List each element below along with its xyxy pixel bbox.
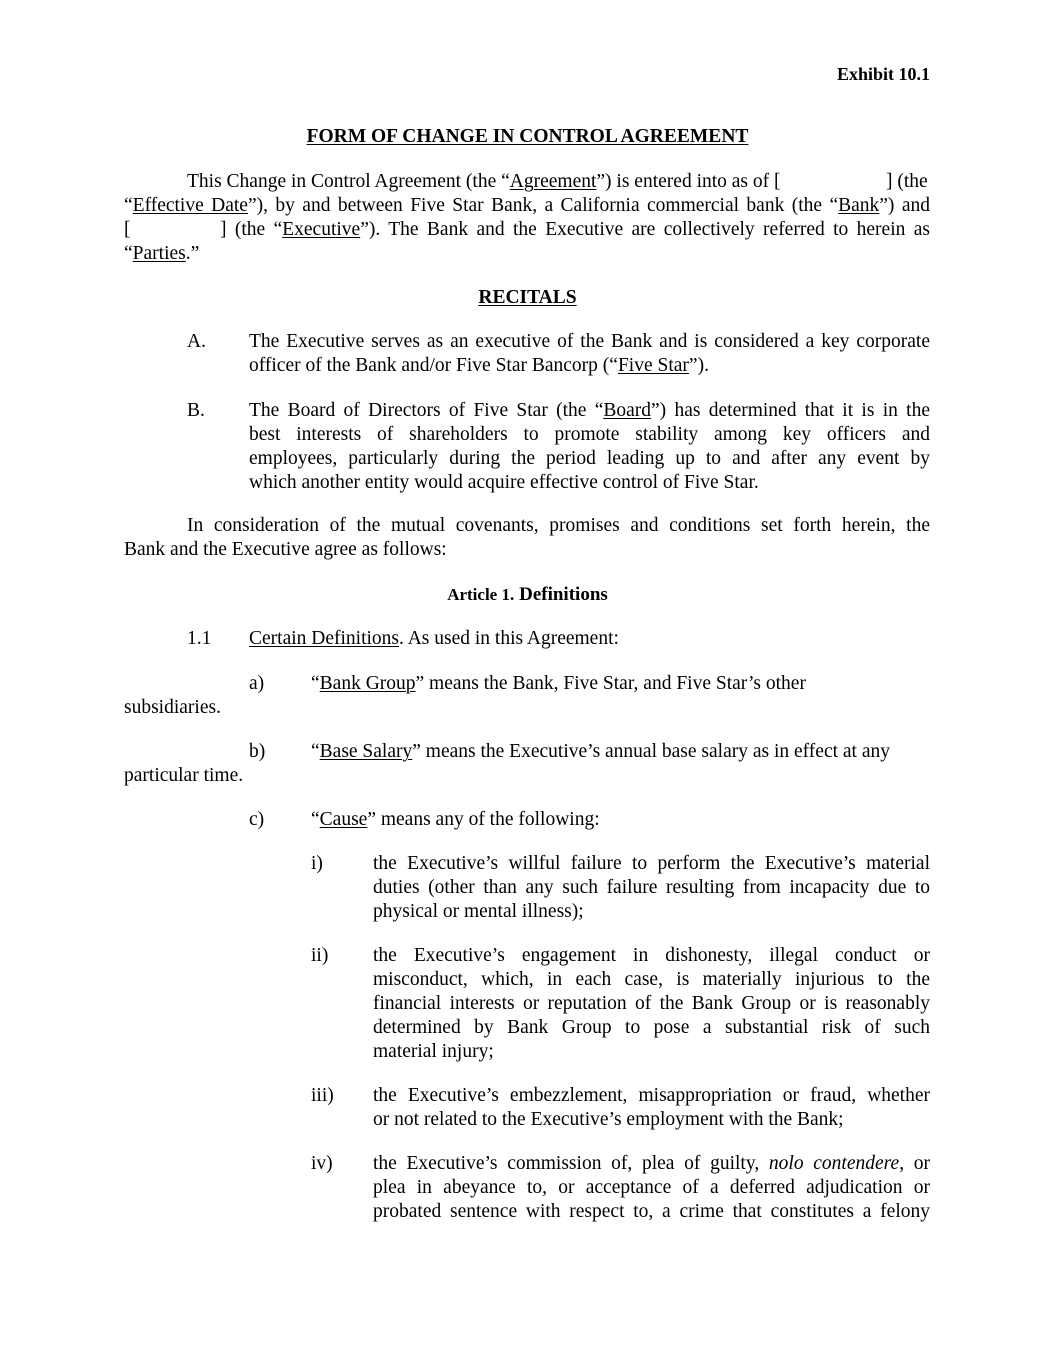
cause-ii-line-4: determined by Bank Group to pose a substantial risk of such [373,1017,930,1038]
defined-term-agreement: Agreement [509,171,597,192]
defined-term-base-salary: Base Salary [319,741,413,762]
defined-term-five-star: Five Star [617,355,689,376]
cause-iv-marker: iv) [311,1153,333,1174]
cause-i-marker: i) [311,853,323,874]
definition-b-line-2: particular time. [124,765,244,786]
recital-b-marker: B. [187,400,205,421]
nolo-contendere-term: nolo contendere [768,1153,900,1174]
cause-iv-line-3: probated sentence with respect to, a crime that constitutes a felony [373,1201,930,1222]
cause-iv-line-2: plea in abeyance to, or acceptance of a deferred adjudication or [373,1177,930,1198]
intro-line-1: This Change in Control Agreement (the “Agreement”) is entered into as of [ [187,171,781,192]
cause-i-line-2: duties (other than any such failure resulting from incapacity due to [373,877,930,898]
intro-line-3: ] (the “Executive”). The Bank and the Executive are collectively referred to herein as [220,219,930,240]
article-heading: Article 1. Definitions [447,584,608,605]
cause-i-line-3: physical or mental illness); [373,901,584,922]
intro-line-1-end: ] (the [886,171,928,192]
consideration-line-1: In consideration of the mutual covenants, promises and conditions set forth herein, the [187,515,930,536]
definition-b-marker: b) [249,741,266,762]
defined-term-bank: Bank [838,195,880,216]
definition-c-line-1: “Cause” means any of the following: [311,809,600,830]
cause-ii-line-1: the Executive’s engagement in dishonesty, illegal conduct or [373,945,930,966]
defined-term-cause: Cause [319,809,368,830]
recital-b-line-4: which another entity would acquire effective control of Five Star. [249,472,759,493]
cause-i-line-1: the Executive’s willful failure to perform the Executive’s material [373,853,930,874]
cause-ii-line-5: material injury; [373,1041,494,1062]
consideration-line-2: Bank and the Executive agree as follows: [124,539,447,560]
recital-b-line-2: best interests of shareholders to promote stability among key officers and [249,424,930,445]
defined-term-effective-date: Effective Date [132,195,248,216]
section-1-1-heading: Certain Definitions. As used in this Agreement: [249,628,619,649]
intro-line-3-bracket: [ [124,219,131,240]
recital-a-line-2: officer of the Bank and/or Five Star Bancorp (“Five Star”). [249,355,709,376]
recital-a-line-1: The Executive serves as an executive of the Bank and is considered a key corporate [249,331,930,352]
section-title: Certain Definitions [249,628,400,649]
recital-b-line-3: employees, particularly during the period leading up to and after any event by [249,448,930,469]
cause-ii-line-3: financial interests or reputation of the Bank Group or is reasonably [373,993,930,1014]
cause-iii-line-1: the Executive’s embezzlement, misappropriation or fraud, whether [373,1085,930,1106]
document-title: FORM OF CHANGE IN CONTROL AGREEMENT [306,126,749,147]
intro-line-2: “Effective Date”), by and between Five Star Bank, a California commercial bank (the “Bank”) and [124,195,930,216]
definition-b-line-1: “Base Salary” means the Executive’s annual base salary as in effect at any [311,741,890,762]
intro-line-4: “Parties.” [124,243,200,264]
definition-c-marker: c) [249,809,265,830]
exhibit-label: Exhibit 10.1 [836,64,930,84]
recital-a-marker: A. [187,331,206,352]
definition-a-line-1: “Bank Group” means the Bank, Five Star, and Five Star’s other [311,673,806,694]
cause-iii-marker: iii) [311,1085,334,1106]
defined-term-parties: Parties [132,243,186,264]
cause-ii-marker: ii) [311,945,329,966]
cause-iii-line-2: or not related to the Executive’s employment with the Bank; [373,1109,844,1130]
defined-term-board: Board [603,400,652,421]
section-number: 1.1 [187,628,212,649]
definition-a-line-2: subsidiaries. [124,697,221,718]
definition-a-marker: a) [249,673,265,694]
recitals-heading: RECITALS [478,287,577,308]
recital-b-line-1: The Board of Directors of Five Star (the “Board”) has determined that it is in the [249,400,930,421]
cause-ii-line-2: misconduct, which, in each case, is materially injurious to the [373,969,930,990]
defined-term-bank-group: Bank Group [319,673,416,694]
defined-term-executive: Executive [282,219,361,240]
cause-iv-line-1: the Executive’s commission of, plea of guilty, nolo contendere, or [373,1153,931,1174]
